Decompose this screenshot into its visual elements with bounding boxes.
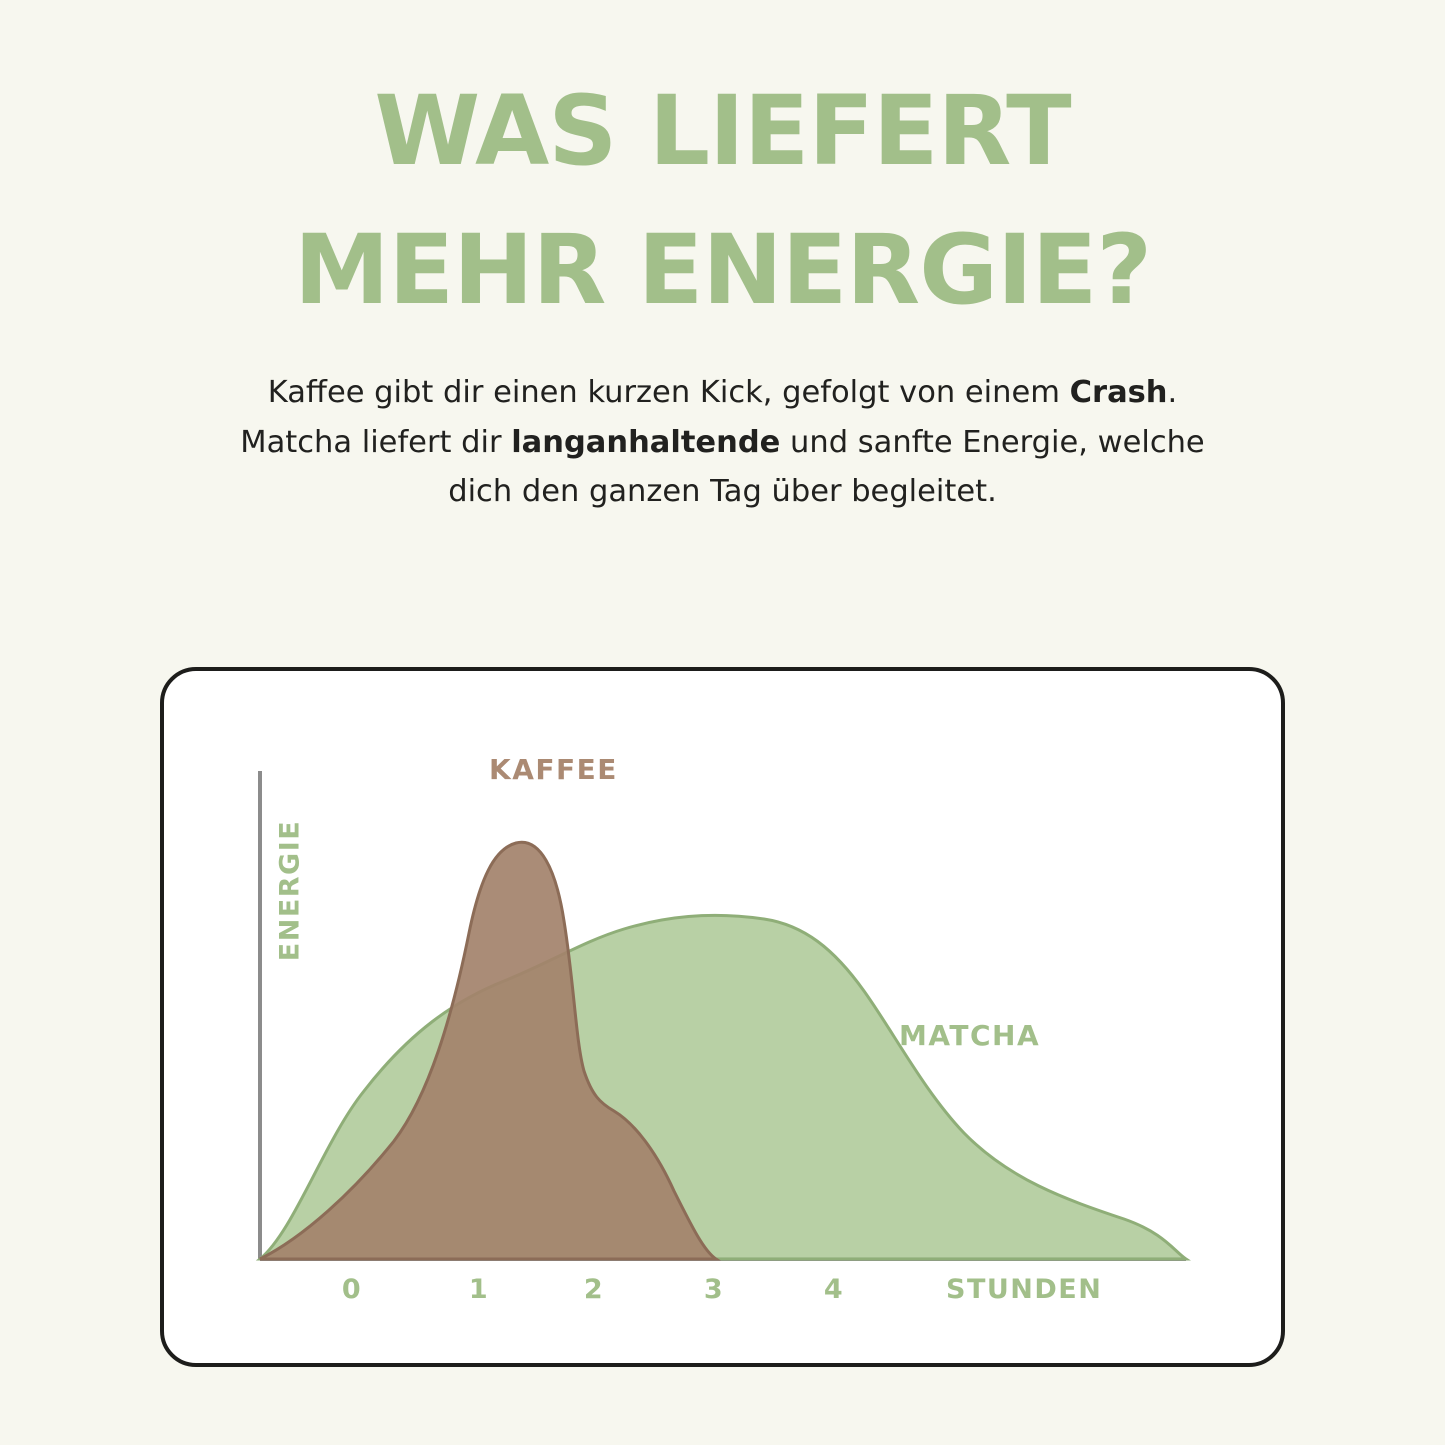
x-axis-label: STUNDEN [946, 1274, 1103, 1305]
x-tick-2: 2 [583, 1274, 605, 1305]
subtitle-part-3: und sanfte Energie, welche dich den ganzen Tag über begleitet. [448, 424, 1205, 510]
page-title [0, 0, 1445, 340]
subtitle-bold-crash: Crash [1069, 375, 1168, 411]
subtitle-part-1: Kaffee gibt dir einen kurzen Kick, gefolgt von einem [267, 375, 1070, 411]
page-title-line-1: WAS LIEFERT [374, 75, 1071, 187]
series-label-kaffee: KAFFEE [489, 753, 618, 786]
y-axis-label: ENERGIE [274, 819, 306, 962]
subtitle-part-2: . Matcha liefert dir [240, 375, 1178, 460]
x-tick-4: 4 [823, 1274, 845, 1305]
x-axis-ticks [164, 1274, 1289, 1314]
series-label-matcha: MATCHA [899, 1019, 1041, 1052]
x-tick-3: 3 [703, 1274, 725, 1305]
subtitle-bold-langanhaltende: langanhaltende [511, 424, 781, 460]
x-tick-0: 0 [341, 1274, 363, 1305]
x-tick-1: 1 [468, 1274, 490, 1305]
page-title-line-2: MEHR ENERGIE? [294, 214, 1151, 327]
subtitle [0, 340, 1445, 516]
chart-svg [164, 671, 1289, 1371]
chart-card [160, 667, 1285, 1367]
energy-chart [164, 671, 1289, 1371]
